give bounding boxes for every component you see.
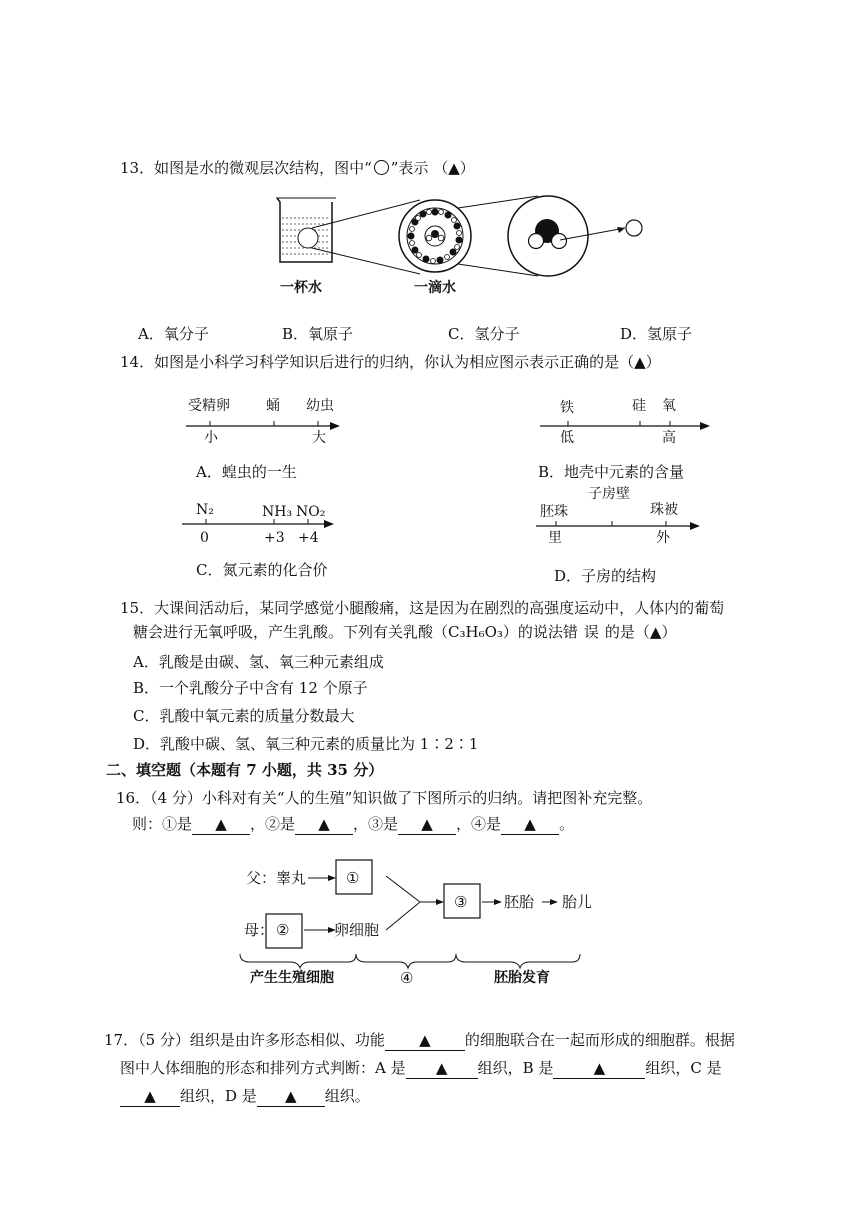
q16-box-2: ② xyxy=(276,921,290,939)
q14-a-end-2: 大 xyxy=(312,430,326,446)
q16-stem: 16．（4 分）小科对有关“人的生殖”知识做了下图所示的归纳。请把图补充完整。 xyxy=(116,789,653,807)
q17-blank-c[interactable]: ▲ xyxy=(120,1086,180,1107)
q16-father: 父：睾丸 xyxy=(246,869,307,887)
q14-c-label-2: NH₃ xyxy=(262,504,293,520)
q14-c-value-1: 0 xyxy=(200,530,209,546)
q16-mother: 母： xyxy=(244,921,275,939)
q16-blank-2-label: ，②是 xyxy=(250,815,296,833)
water-molecule-icon xyxy=(508,196,642,276)
q13-diagram xyxy=(260,190,680,300)
q17-line3-a: 组织，D 是 xyxy=(180,1087,257,1105)
section-2-heading: 二、填空题（本题有 7 小题，共 35 分） xyxy=(106,761,384,779)
q14-a-label-1: 受精卵 xyxy=(188,398,230,414)
q16-box-3: ③ xyxy=(454,893,468,911)
q14-b-label-2: 硅 xyxy=(632,398,646,414)
q14-c-value-3: +4 xyxy=(298,530,319,546)
q17-blank-function[interactable]: ▲ xyxy=(385,1030,465,1051)
q14-c-value-2: +3 xyxy=(264,530,285,546)
q14-d-end-1: 里 xyxy=(548,530,562,546)
q14-b-end-1: 低 xyxy=(560,430,574,446)
q15-option-a: A．乳酸是由碳、氢、氧三种元素组成 xyxy=(133,653,384,671)
q14-d-caption: D．子房的结构 xyxy=(554,567,657,585)
q17-line3-b: 组织。 xyxy=(324,1087,370,1105)
q16-blank-4-label: ，④是 xyxy=(456,815,502,833)
q17-line2-a: 图中人体细胞的形态和排列方式判断：A 是 xyxy=(120,1059,406,1077)
q14-stem: 14．如图是小科学习科学知识后进行的归纳，你认为相应图示表示正确的是（▲） xyxy=(120,353,661,371)
q14-d-label-2: 珠被 xyxy=(650,502,678,518)
q17-line3 xyxy=(120,1086,370,1107)
q14-d-end-2: 外 xyxy=(656,530,670,546)
q16-embryo: 胚胎 xyxy=(504,893,535,911)
q14-b-label-1: 铁 xyxy=(560,400,574,416)
q14-c-label-3: NO₂ xyxy=(296,504,326,520)
q16-stage-3: 胚胎发育 xyxy=(494,970,550,986)
q16-blank-end: 。 xyxy=(559,815,575,833)
beaker-icon xyxy=(276,198,336,262)
q13-option-c: C．氢分子 xyxy=(448,325,520,343)
label-drop: 一滴水 xyxy=(414,280,456,296)
q15-line2 xyxy=(133,622,676,642)
q16-blank-3[interactable]: ▲ xyxy=(398,814,456,835)
q13-stem-end: ”表示 （▲） xyxy=(390,159,475,177)
q15-option-b: B．一个乳酸分子中含有 12 个原子 xyxy=(133,679,368,697)
q17-line2-b: 组织，B 是 xyxy=(477,1059,554,1077)
q16-blank-1-label: 则：①是 xyxy=(132,815,193,833)
q17-line1-a: 17．（5 分）组织是由许多形态相似、功能 xyxy=(104,1031,385,1049)
q15-line2-emphasis: 错误 xyxy=(562,623,605,641)
q14-a-end-1: 小 xyxy=(204,430,218,446)
q15-line2-c: 的是（▲） xyxy=(604,623,677,641)
q16-fetus: 胎儿 xyxy=(562,893,593,911)
q17-line2 xyxy=(120,1058,722,1079)
q17-line1-b: 的细胞联合在一起而形成的细胞群。根据 xyxy=(464,1031,735,1049)
q17-blank-b[interactable]: ▲ xyxy=(553,1058,645,1079)
q16-blank-1[interactable]: ▲ xyxy=(192,814,250,835)
q17-blank-d[interactable]: ▲ xyxy=(257,1086,325,1107)
q16-blanks xyxy=(132,814,574,835)
q14-a-label-3: 幼虫 xyxy=(306,398,334,414)
q13-stem-text: 13．如图是水的微观层次结构，图中“ xyxy=(120,159,372,177)
q16-blank-4[interactable]: ▲ xyxy=(501,814,559,835)
q16-stage-2: ④ xyxy=(400,969,414,987)
q17-blank-a[interactable]: ▲ xyxy=(406,1058,478,1079)
q14-a-label-2: 蛹 xyxy=(266,398,280,414)
q17-line2-c: 组织，C 是 xyxy=(645,1059,722,1077)
q13-option-b: B．氧原子 xyxy=(282,325,354,343)
q14-b-label-3: 氧 xyxy=(662,398,676,414)
q15-line1: 15．大课间活动后，某同学感觉小腿酸痛，这是因为在剧烈的高强度运动中，人体内的葡萄 xyxy=(120,599,725,617)
q14-b-end-2: 高 xyxy=(662,430,676,446)
q16-stage-1: 产生生殖细胞 xyxy=(250,970,334,986)
q14-d-label-1: 胚珠 xyxy=(540,504,568,520)
q13-option-d: D．氢原子 xyxy=(620,325,693,343)
q16-egg: 卵细胞 xyxy=(334,921,380,939)
circle-icon xyxy=(374,160,389,175)
q14-d-top: 子房壁 xyxy=(588,486,630,502)
q16-blank-2[interactable]: ▲ xyxy=(295,814,353,835)
q15-line2-a: 糖会进行无氧呼吸，产生乳酸。下列有关乳酸（C₃H₆O₃）的说法 xyxy=(133,623,563,641)
q13-option-a: A．氧分子 xyxy=(138,325,209,343)
q14-c-label-1: N₂ xyxy=(196,502,214,518)
q16-blank-3-label: ，③是 xyxy=(353,815,399,833)
q14-a-caption: A．蝗虫的一生 xyxy=(196,463,297,481)
water-drop-magnified-icon xyxy=(399,200,471,272)
label-cup: 一杯水 xyxy=(280,280,322,296)
q16-box-1: ① xyxy=(346,869,360,887)
q15-option-d: D．乳酸中碳、氢、氧三种元素的质量比为 1∶2∶1 xyxy=(133,735,479,753)
q14-c-caption: C．氮元素的化合价 xyxy=(196,561,328,579)
q13-stem xyxy=(120,158,475,178)
q14-b-caption: B．地壳中元素的含量 xyxy=(538,463,685,481)
q15-option-c: C．乳酸中氧元素的质量分数最大 xyxy=(133,707,355,725)
q17-line1 xyxy=(104,1030,735,1051)
